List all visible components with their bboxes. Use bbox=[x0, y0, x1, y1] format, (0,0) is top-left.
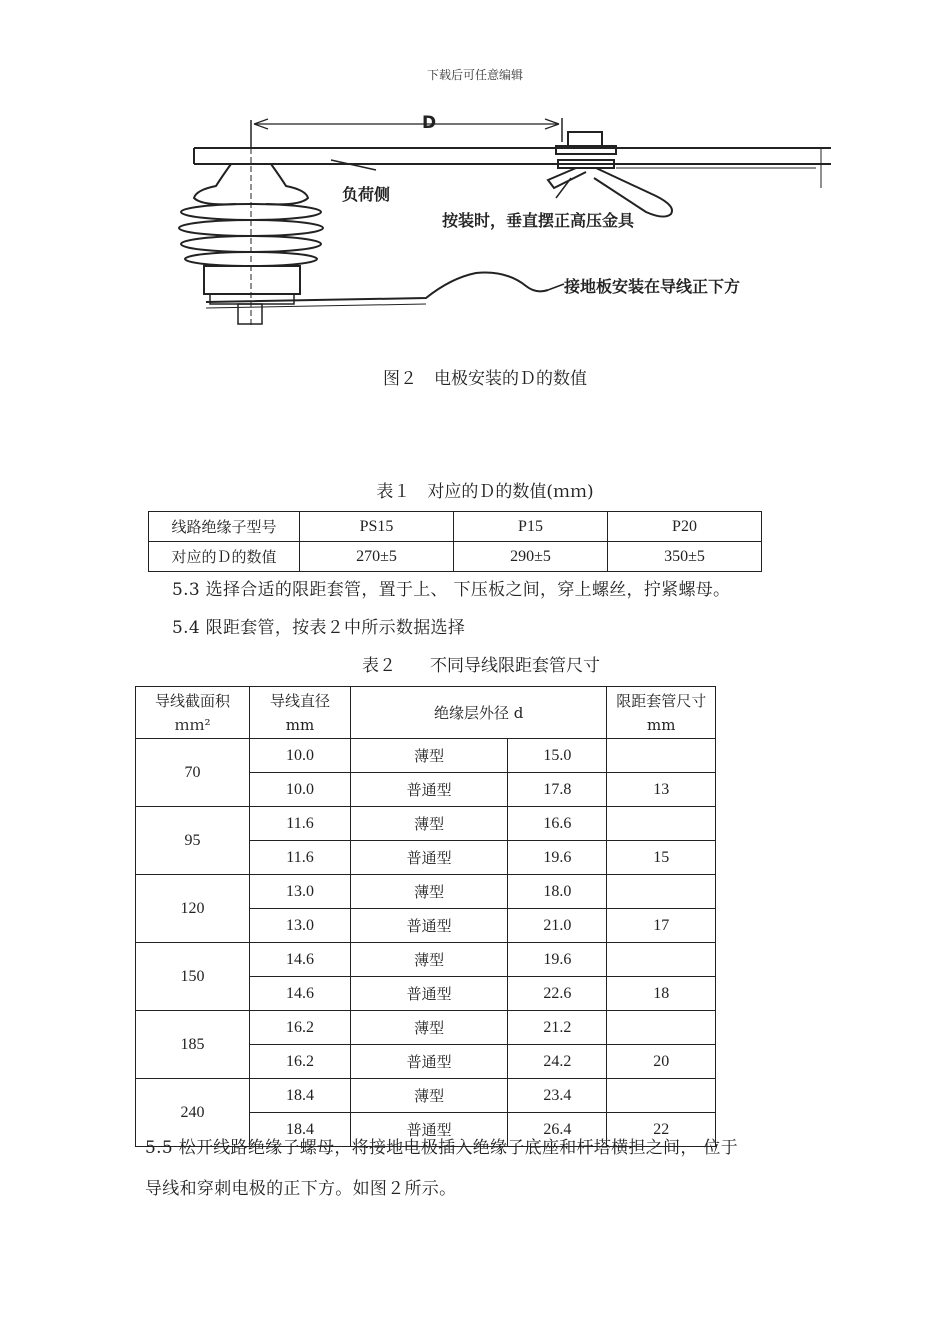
table-1-col: P15 bbox=[454, 512, 608, 542]
diameter-cell: 16.2 bbox=[250, 1011, 351, 1045]
diameter-cell: 10.0 bbox=[250, 773, 351, 807]
ground-plate bbox=[206, 273, 548, 302]
table-row bbox=[149, 542, 762, 572]
table-2-body bbox=[136, 739, 716, 1147]
diameter-cell: 18.4 bbox=[250, 1113, 351, 1147]
table-1-value: 270±5 bbox=[300, 542, 454, 572]
diameter-cell: 16.2 bbox=[250, 1045, 351, 1079]
diameter-cell: 13.0 bbox=[250, 875, 351, 909]
insulation-type-cell: 薄型 bbox=[351, 1011, 508, 1045]
install-note-label: 按装时，垂直摆正高压金具 bbox=[442, 211, 635, 230]
header-area-unit: ｍｍ² bbox=[174, 715, 211, 734]
table-row bbox=[136, 943, 716, 977]
insulation-type-cell: 普通型 bbox=[351, 977, 508, 1011]
table-1-value: 290±5 bbox=[454, 542, 608, 572]
paragraph-5-3: 5.3 选择合适的限距套管，置于上、 下压板之间，穿上螺丝，拧紧螺母。 bbox=[172, 580, 731, 600]
table-2 bbox=[135, 686, 716, 1147]
table-row bbox=[136, 807, 716, 841]
sleeve-size-cell: 20 bbox=[607, 1045, 716, 1079]
dimension-d-label: D bbox=[422, 113, 437, 133]
header-sleeve bbox=[607, 687, 716, 739]
area-cell: 120 bbox=[136, 875, 250, 943]
insulation-type-cell: 薄型 bbox=[351, 807, 508, 841]
sleeve-size-cell: 18 bbox=[607, 977, 716, 1011]
sleeve-size-cell: 22 bbox=[607, 1113, 716, 1147]
outer-diameter-cell: 22.6 bbox=[508, 977, 607, 1011]
outer-diameter-cell: 16.6 bbox=[508, 807, 607, 841]
area-cell: 95 bbox=[136, 807, 250, 875]
table-2-title: 表２ 不同导线限距套管尺寸 bbox=[362, 656, 600, 676]
insulation-type-cell: 薄型 bbox=[351, 875, 508, 909]
insulation-type-cell: 薄型 bbox=[351, 1079, 508, 1113]
table-1-col: P20 bbox=[608, 512, 762, 542]
table-row bbox=[136, 739, 716, 773]
sleeve-size-cell: 17 bbox=[607, 909, 716, 943]
page-header-note: 下载后可任意编辑 bbox=[426, 68, 523, 82]
insulation-type-cell: 普通型 bbox=[351, 841, 508, 875]
ground-plate-label: 接地板安装在导线正下方 bbox=[564, 277, 741, 296]
outer-diameter-cell: 19.6 bbox=[508, 943, 607, 977]
outer-diameter-cell: 18.0 bbox=[508, 875, 607, 909]
clamp-bolt-top bbox=[568, 132, 602, 146]
header-diameter bbox=[250, 687, 351, 739]
diameter-cell: 14.6 bbox=[250, 977, 351, 1011]
sleeve-size-cell bbox=[607, 1079, 716, 1113]
insulation-type-cell: 普通型 bbox=[351, 773, 508, 807]
paragraph-5-5-line-2: 导线和穿刺电极的正下方。如图２所示。 bbox=[145, 1179, 457, 1199]
diameter-cell: 14.6 bbox=[250, 943, 351, 977]
header-area-label: 导线截面积 bbox=[154, 691, 230, 710]
table-row bbox=[136, 1079, 716, 1113]
sleeve-size-cell bbox=[607, 739, 716, 773]
header-sleeve-unit: mm bbox=[646, 715, 676, 734]
diameter-cell: 11.6 bbox=[250, 807, 351, 841]
outer-diameter-cell: 17.8 bbox=[508, 773, 607, 807]
table-row bbox=[149, 512, 762, 542]
table-2-header-row bbox=[136, 687, 716, 739]
area-cell: 150 bbox=[136, 943, 250, 1011]
paragraph-5-4: 5.4 限距套管，按表２中所示数据选择 bbox=[172, 618, 466, 638]
sleeve-size-cell bbox=[607, 875, 716, 909]
outer-diameter-cell: 15.0 bbox=[508, 739, 607, 773]
sleeve-size-cell bbox=[607, 1011, 716, 1045]
table-row bbox=[136, 875, 716, 909]
header-diameter-label: 导线直径 bbox=[269, 691, 330, 710]
sleeve-size-cell: 13 bbox=[607, 773, 716, 807]
header-diameter-unit: mm bbox=[285, 715, 315, 734]
outer-diameter-cell: 19.6 bbox=[508, 841, 607, 875]
table-1-row-label: 对应的Ｄ的数值 bbox=[149, 542, 300, 572]
insulation-type-cell: 普通型 bbox=[351, 1113, 508, 1147]
table-1 bbox=[148, 511, 762, 572]
paragraph-5-5-line-1: 5.5 松开线路绝缘子螺母，将接地电极插入绝缘子底座和杆塔横担之间， 位于 bbox=[145, 1138, 738, 1158]
table-1-value: 350±5 bbox=[608, 542, 762, 572]
diameter-cell: 18.4 bbox=[250, 1079, 351, 1113]
insulation-type-cell: 普通型 bbox=[351, 909, 508, 943]
header-sleeve-label: 限距套管尺寸 bbox=[616, 691, 707, 710]
sleeve-size-cell: 15 bbox=[607, 841, 716, 875]
sleeve-size-cell bbox=[607, 807, 716, 841]
diameter-cell: 10.0 bbox=[250, 739, 351, 773]
header-insulation: 绝缘层外径 d bbox=[351, 687, 607, 739]
outer-diameter-cell: 21.0 bbox=[508, 909, 607, 943]
table-1-title: 表１ 对应的Ｄ的数值(ｍｍ) bbox=[376, 482, 594, 502]
table-1-header-label: 线路绝缘子型号 bbox=[149, 512, 300, 542]
electrode-installation-diagram bbox=[176, 108, 836, 346]
header-area bbox=[136, 687, 250, 739]
sleeve-size-cell bbox=[607, 943, 716, 977]
table-row bbox=[136, 1011, 716, 1045]
figure-2-caption: 图２ 电极安装的Ｄ的数值 bbox=[383, 369, 587, 389]
load-side-label: 负荷侧 bbox=[342, 185, 391, 204]
insulation-type-cell: 薄型 bbox=[351, 943, 508, 977]
outer-diameter-cell: 23.4 bbox=[508, 1079, 607, 1113]
insulation-type-cell: 薄型 bbox=[351, 739, 508, 773]
outer-diameter-cell: 24.2 bbox=[508, 1045, 607, 1079]
area-cell: 185 bbox=[136, 1011, 250, 1079]
diameter-cell: 11.6 bbox=[250, 841, 351, 875]
outer-diameter-cell: 26.4 bbox=[508, 1113, 607, 1147]
insulation-type-cell: 普通型 bbox=[351, 1045, 508, 1079]
outer-diameter-cell: 21.2 bbox=[508, 1011, 607, 1045]
diameter-cell: 13.0 bbox=[250, 909, 351, 943]
area-cell: 70 bbox=[136, 739, 250, 807]
area-cell: 240 bbox=[136, 1079, 250, 1147]
table-1-col: PS15 bbox=[300, 512, 454, 542]
